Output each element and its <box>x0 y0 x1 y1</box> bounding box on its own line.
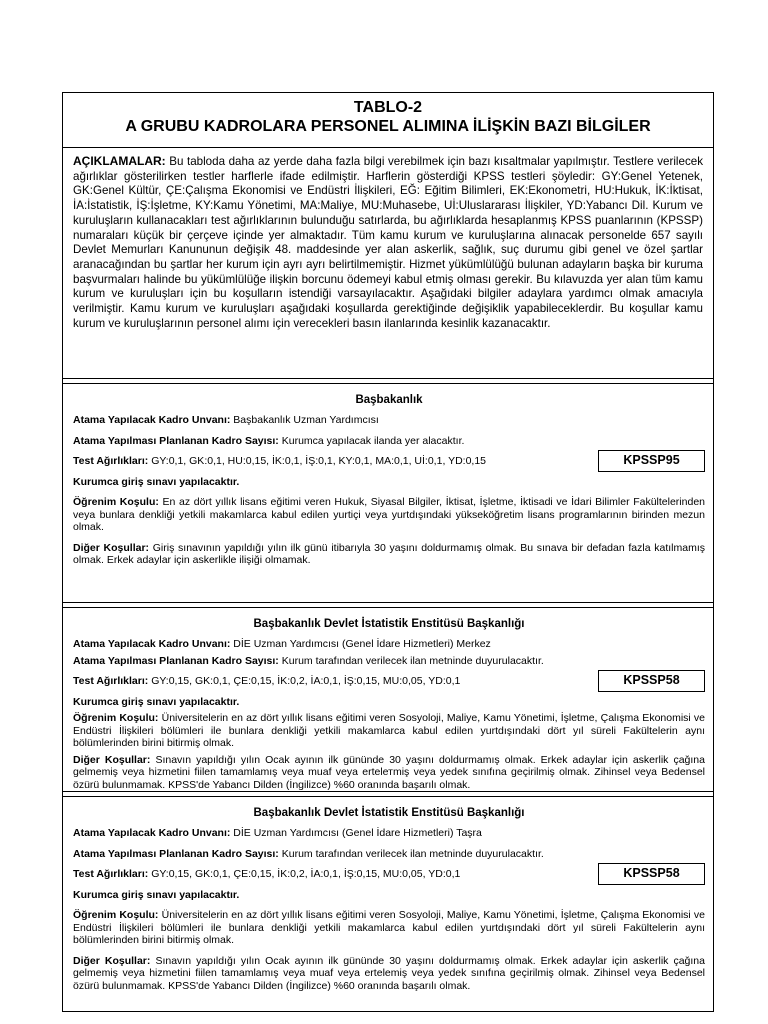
kadro-sayisi-row <box>73 848 705 861</box>
education-label: Öğrenim Koşulu: <box>73 496 159 508</box>
entrance-exam-text: Kurumca giriş sınavı yapılacaktır. <box>73 475 240 488</box>
test-weights-value: GY:0,15, GK:0,1, ÇE:0,15, İK:0,2, İA:0,1, İŞ:0,15, MU:0,05, YD:0,1 <box>151 675 461 687</box>
table-frame <box>62 92 714 1012</box>
education-requirement <box>73 909 705 947</box>
other-conditions <box>73 542 705 567</box>
kadro-unvani-label: Atama Yapılacak Kadro Unvanı: <box>73 827 231 839</box>
other-conditions-label: Diğer Koşullar: <box>73 954 151 967</box>
institution-name: Başbakanlık Devlet İstatistik Enstitüsü Başkanlığı <box>253 807 525 819</box>
kadro-sayisi-label: Atama Yapılması Planlanan Kadro Sayısı: <box>73 654 279 667</box>
test-weights-label: Test Ağırlıkları: <box>73 868 149 880</box>
section-die-merkez <box>63 608 713 792</box>
test-weights-row <box>73 675 705 688</box>
test-weights-label: Test Ağırlıkları: <box>73 455 149 467</box>
entrance-exam-text: Kurumca giriş sınavı yapılacaktır. <box>73 888 240 901</box>
education-text: En az dört yıllık lisans eğitimi veren Hukuk, Siyasal Bilgiler, İktisat, İşletme, İktisadi ve İdari Bilimler Fakültelerinden veya bunlara denkliği yetkili makamlarca kabul edilen yurtiçi veya yurtdışındaki yükseköğretim lisans programlarının birinden mezun olmak. <box>73 496 705 533</box>
test-weights-row <box>73 455 705 468</box>
kpssp-badge: KPSSP58 <box>598 863 705 885</box>
kadro-sayisi-label: Atama Yapılması Planlanan Kadro Sayısı: <box>73 847 279 860</box>
institution-name: Başbakanlık <box>355 394 423 406</box>
kadro-sayisi-value: Kurum tarafından verilecek ilan metninde duyurulacaktır. <box>281 654 544 667</box>
kadro-unvani-row <box>73 414 705 427</box>
section-basbakanlik <box>63 384 713 603</box>
entrance-exam-note <box>73 696 705 709</box>
other-conditions-text: Giriş sınavının yapıldığı yılın ilk günü itibarıyla 30 yaşını doldurmamış olmak. Bu sınava bir defadan fazla katılmamış olmak. Erkek adaylar için askerlikle ilişiği olmamak. <box>73 541 705 566</box>
kpssp-badge: KPSSP58 <box>598 670 705 692</box>
test-weights-row <box>73 868 705 881</box>
kadro-unvani-row <box>73 827 705 840</box>
institution-name: Başbakanlık Devlet İstatistik Enstitüsü Başkanlığı <box>253 618 525 630</box>
education-requirement <box>73 496 705 534</box>
kadro-unvani-value: Başbakanlık Uzman Yardımcısı <box>233 414 379 426</box>
other-conditions-text: Sınavın yapıldığı yılın Ocak ayının ilk gününde 30 yaşını doldurmamış olmak. Erkek adaylar için askerlik çağına gelmemiş veya hizmetini fiilen tamamlamış veya muaf veya ertelemiş veya yedek sınıfına geçirilmiş olmak. Zihinsel veya Bedensel özürü bulunmamak. KPSS'de Yabancı Dilden (İngilizce) %60 oranında başarılı olmak. <box>73 954 705 992</box>
table-title-block <box>63 93 713 148</box>
kadro-sayisi-value: Kurum tarafından verilecek ilan metninde duyurulacaktır. <box>281 847 544 860</box>
explanations-body: Bu tabloda daha az yerde daha fazla bilgi verebilmek için bazı kısaltmalar yapılmıştır. Testlere verilecek ağırlıklar gösterilirken testler harflerle ifade edilmiştir. Harflerin gösterdiği KPSS testleri şöyledir: GY:Genel Yetenek, GK:Genel Kültür, ÇE:Çalışma Ekonomisi ve Endüstri İlişkileri, EĞ: Eğitim Bilimleri, EK:Ekonometri, HU:Hukuk, İK:İktisat, İA:İstatistik, İŞ:İşletme, KY:Kamu Yönetimi, MA:Maliye, MU:Muhasebe, Uİ:Uluslararası İlişkiler, YD:Yabancı Dil. Kurum ve kuruluşların kullanacakları test ağırlıklarının bulunduğu satırlarda, bu ağırlıklarda hesaplanmış KPSS puanlarının (KPSSP) numaraları küçük bir çerçeve içinde yer almaktadır. Tüm kamu kurum ve kuruluşlarına alınacak personelde 657 sayılı Devlet Memurları Kanununun değişik 48. maddesinde yer alan askerlik, sağlık, suç durumu gibi genel ve özel şartlar aranacağından bu şartlar her kurum için ayrı ayrı belirtilmemiştir. Hizmet yükümlülüğü bulunan adayların başka bir kuruma başvurmaları halinde bu yükümlülüğe ilişkin borcunu ödemeyi kabul etmiş olması gerekir. Bu kılavuzda yer alan tüm kamu kurum ve kuruluşları için bu koşulların istendiği varsayılacaktır. Aşağıdaki bilgiler adaylara yardımcı olmak amacıyla verilmiştir. Kamu kurum ve kuruluşları aşağıdaki koşullarda gerektiğinde değişiklik yapabileceklerdir. Bu koşullar kamu kurum ve kuruluşlarının personel alımı için verecekleri basın ilanlarında kesinlik kazanacaktır. <box>73 155 703 330</box>
entrance-exam-note <box>73 476 705 489</box>
entrance-exam-text: Kurumca giriş sınavı yapılacaktır. <box>73 695 240 708</box>
explanations-text <box>73 154 703 331</box>
kadro-sayisi-row <box>73 435 705 448</box>
kadro-unvani-value: DİE Uzman Yardımcısı (Genel İdare Hizmetleri) Merkez <box>233 638 491 650</box>
kadro-sayisi-row <box>73 655 705 668</box>
kadro-unvani-value: DİE Uzman Yardımcısı (Genel İdare Hizmetleri) Taşra <box>233 827 482 839</box>
table-title: A GRUBU KADROLARA PERSONEL ALIMINA İLİŞKİN BAZI BİLGİLER <box>125 118 651 135</box>
test-weights-label: Test Ağırlıkları: <box>73 675 149 687</box>
kadro-unvani-label: Atama Yapılacak Kadro Unvanı: <box>73 638 231 650</box>
table-number: TABLO-2 <box>353 99 423 116</box>
education-text: Üniversitelerin en az dört yıllık lisans eğitimi veren Sosyoloji, Maliye, Kamu Yönetimi, İşletme, Çalışma Ekonomisi ve Endüstri İlişkileri bölümleri ile bunlara denkliği yetkili makamlarca kabul edilen yurtdışındaki dört yıl süreli Fakültelerin aynı bölümlerinden birini bitirmiş olmak. <box>73 712 706 749</box>
education-requirement <box>73 712 705 750</box>
other-conditions-label: Diğer Koşullar: <box>73 753 151 766</box>
kadro-unvani-label: Atama Yapılacak Kadro Unvanı: <box>73 414 231 426</box>
other-conditions-text: Sınavın yapıldığı yılın Ocak ayının ilk gününde 30 yaşını doldurmamış olmak. Erkek adaylar için askerlik çağına gelmemiş veya hizmetini fiilen tamamlamış veya muaf veya ertelетmiş veya yedek sınıfına geçirilmiş olmak. Zihinsel veya Bedensel özürü bulunmamak. KPSS'de Yabancı Dilden (İngilizce) %60 oranında başarılı olmak. <box>73 753 705 791</box>
explanations-block <box>63 148 713 379</box>
section-die-tasra <box>63 797 713 1013</box>
kpssp-badge: KPSSP95 <box>598 450 705 472</box>
kadro-unvani-row <box>73 638 705 651</box>
other-conditions-label: Diğer Koşullar: <box>73 541 150 554</box>
other-conditions <box>73 754 705 792</box>
test-weights-value: GY:0,1, GK:0,1, HU:0,15, İK:0,1, İŞ:0,1, KY:0,1, MA:0,1, Uİ:0,1, YD:0,15 <box>151 455 487 467</box>
education-text: Üniversitelerin en az dört yıllık lisans eğitimi veren Sosyoloji, Maliye, Kamu Yönetimi, İşletme, Çalışma Ekonomisi ve Endüstri İlişkileri bölümleri ile bunlara denkliği yetkili makamlarca kabul edilen yurtdışındaki dört yıl süreli Fakültelerin aynı bölümlerinden birini bitirmiş olmak. <box>73 909 706 946</box>
test-weights-value: GY:0,15, GK:0,1, ÇE:0,15, İK:0,2, İA:0,1, İŞ:0,15, MU:0,05, YD:0,1 <box>151 868 461 880</box>
kadro-sayisi-label: Atama Yapılması Planlanan Kadro Sayısı: <box>73 434 279 447</box>
kadro-sayisi-value: Kurumca yapılacak ilanda yer alacaktır. <box>281 434 465 447</box>
education-label: Öğrenim Koşulu: <box>73 909 159 921</box>
other-conditions <box>73 955 705 993</box>
entrance-exam-note <box>73 889 705 902</box>
education-label: Öğrenim Koşulu: <box>73 712 159 724</box>
explanations-label: AÇIKLAMALAR: <box>73 154 166 168</box>
